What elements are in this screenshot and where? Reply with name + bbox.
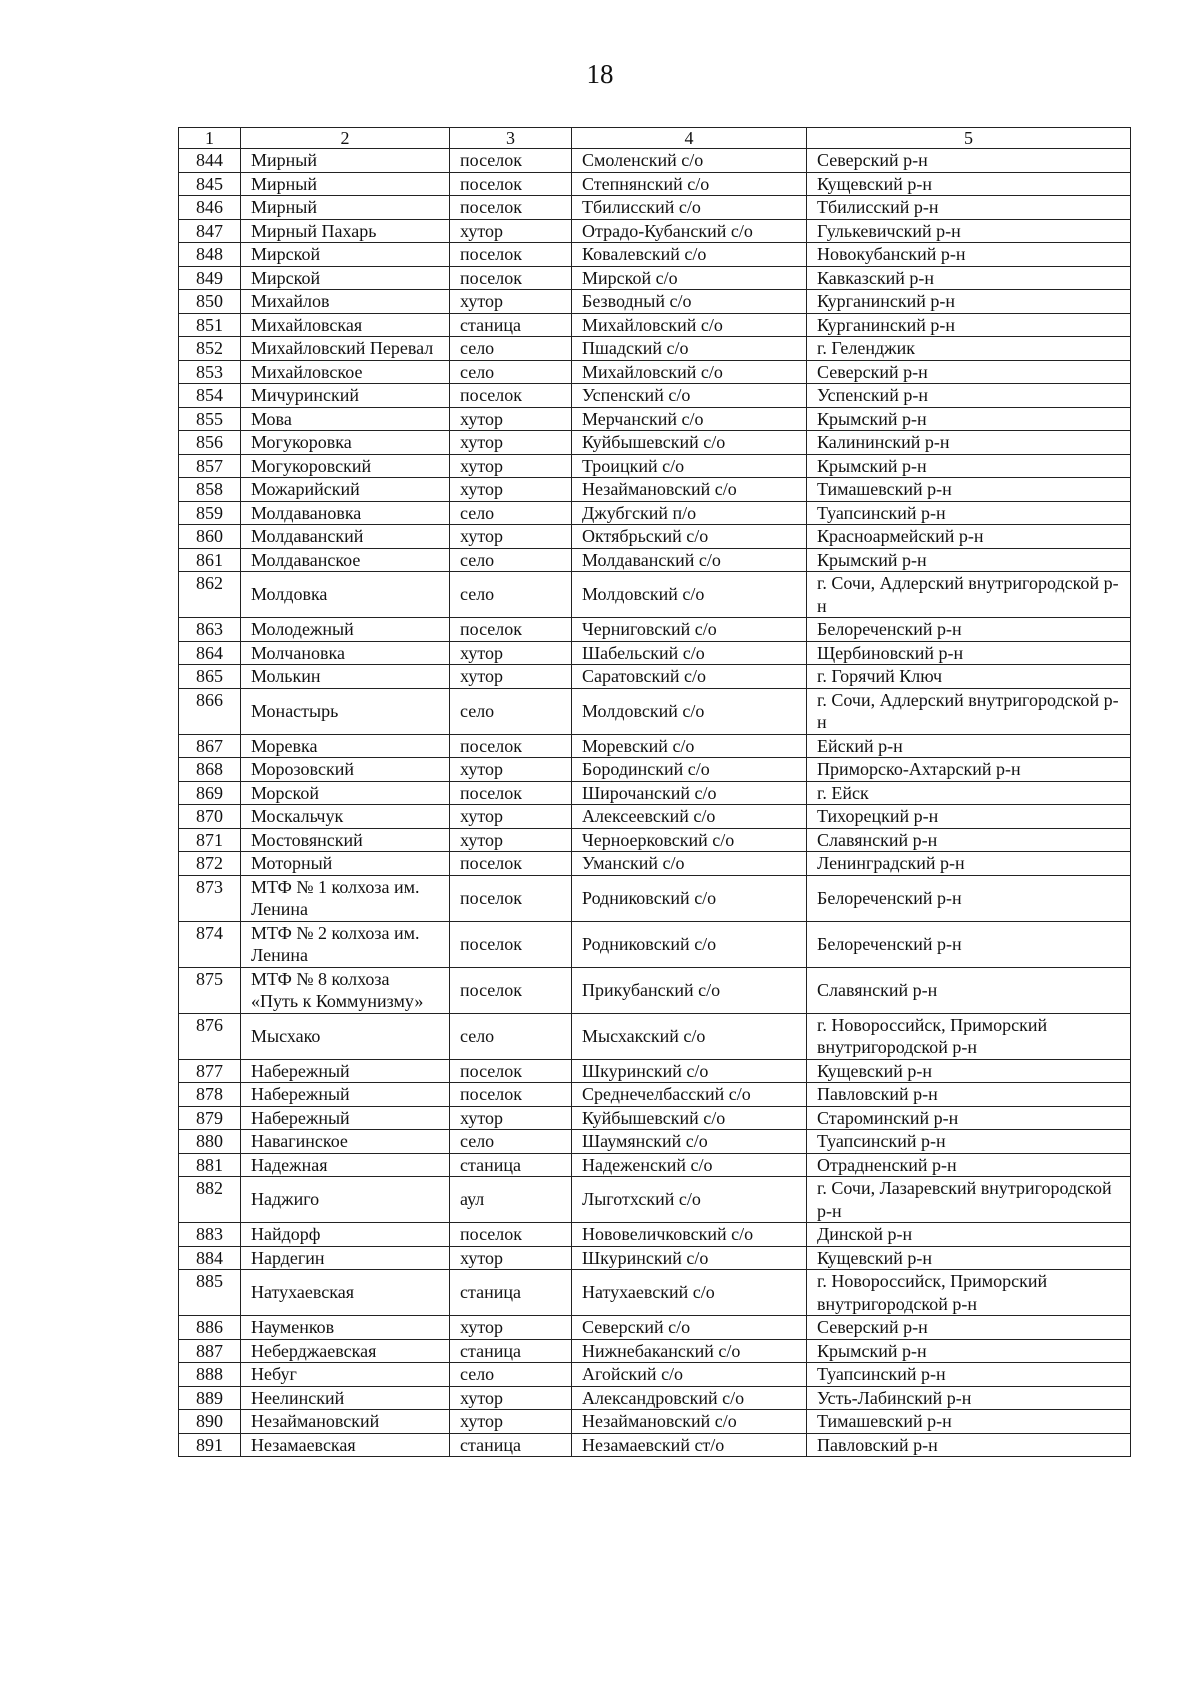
row-number-cell: 855 (179, 407, 241, 431)
rural-district-cell: Саратовский с/о (572, 665, 807, 689)
row-number-cell: 873 (179, 875, 241, 921)
municipal-district-cell: Тимашевский р-н (807, 1410, 1131, 1434)
column-header-1: 1 (179, 128, 241, 149)
settlement-type-cell: хутор (450, 1106, 572, 1130)
table-row (179, 548, 1131, 572)
settlement-name-cell: Мова (241, 407, 450, 431)
row-number-cell: 845 (179, 172, 241, 196)
rural-district-cell: Шкуринский с/о (572, 1059, 807, 1083)
settlement-name-cell: Молдаванский (241, 525, 450, 549)
settlement-name-cell: Моторный (241, 852, 450, 876)
table-row (179, 1270, 1131, 1316)
table-row (179, 290, 1131, 314)
settlement-type-cell: поселок (450, 852, 572, 876)
settlement-name-cell: Мирный (241, 196, 450, 220)
municipal-district-cell: Кущевский р-н (807, 1059, 1131, 1083)
settlement-type-cell: станица (450, 1153, 572, 1177)
rural-district-cell: Тбилисский с/о (572, 196, 807, 220)
table-row (179, 219, 1131, 243)
rural-district-cell: Молдовский с/о (572, 688, 807, 734)
settlement-type-cell: станица (450, 1433, 572, 1457)
table-row (179, 337, 1131, 361)
row-number-cell: 888 (179, 1363, 241, 1387)
row-number-cell: 857 (179, 454, 241, 478)
settlement-type-cell: хутор (450, 665, 572, 689)
municipal-district-cell: Калининский р-н (807, 431, 1131, 455)
row-number-cell: 846 (179, 196, 241, 220)
settlement-name-cell: Михайловская (241, 313, 450, 337)
municipal-district-cell: Динской р-н (807, 1223, 1131, 1247)
table-row (179, 781, 1131, 805)
row-number-cell: 880 (179, 1130, 241, 1154)
row-number-cell: 889 (179, 1386, 241, 1410)
table-row (179, 805, 1131, 829)
rural-district-cell: Незаймановский с/о (572, 1410, 807, 1434)
municipal-district-cell: Туапсинский р-н (807, 1130, 1131, 1154)
rural-district-cell: Черниговский с/о (572, 618, 807, 642)
row-number-cell: 861 (179, 548, 241, 572)
row-number-cell: 844 (179, 149, 241, 173)
table-row (179, 454, 1131, 478)
row-number-cell: 868 (179, 758, 241, 782)
rural-district-cell: Моревский с/о (572, 734, 807, 758)
row-number-cell: 883 (179, 1223, 241, 1247)
table-row (179, 313, 1131, 337)
rural-district-cell: Михайловский с/о (572, 360, 807, 384)
table-body (179, 149, 1131, 1457)
municipal-district-cell: г. Сочи, Адлерский внутригородской р-н (807, 688, 1131, 734)
rural-district-cell: Лыготхский с/о (572, 1177, 807, 1223)
settlement-name-cell: Михайловское (241, 360, 450, 384)
row-number-cell: 874 (179, 921, 241, 967)
rural-district-cell: Черноерковский с/о (572, 828, 807, 852)
settlement-type-cell: село (450, 337, 572, 361)
rural-district-cell: Бородинский с/о (572, 758, 807, 782)
row-number-cell: 881 (179, 1153, 241, 1177)
row-number-cell: 885 (179, 1270, 241, 1316)
row-number-cell: 862 (179, 572, 241, 618)
rural-district-cell: Степнянский с/о (572, 172, 807, 196)
municipal-district-cell: Щербиновский р-н (807, 641, 1131, 665)
rural-district-cell: Молдовский с/о (572, 572, 807, 618)
row-number-cell: 872 (179, 852, 241, 876)
row-number-cell: 850 (179, 290, 241, 314)
row-number-cell: 860 (179, 525, 241, 549)
rural-district-cell: Михайловский с/о (572, 313, 807, 337)
rural-district-cell: Родниковский с/о (572, 875, 807, 921)
settlement-type-cell: хутор (450, 758, 572, 782)
table-row (179, 360, 1131, 384)
table-row (179, 921, 1131, 967)
settlement-type-cell: хутор (450, 525, 572, 549)
rural-district-cell: Мерчанский с/о (572, 407, 807, 431)
settlement-name-cell: Набережный (241, 1059, 450, 1083)
rural-district-cell: Октябрьский с/о (572, 525, 807, 549)
settlement-name-cell: Навагинское (241, 1130, 450, 1154)
settlement-type-cell: хутор (450, 219, 572, 243)
row-number-cell: 879 (179, 1106, 241, 1130)
row-number-cell: 867 (179, 734, 241, 758)
table-row (179, 1013, 1131, 1059)
settlement-type-cell: село (450, 1130, 572, 1154)
settlement-name-cell: Мирный (241, 149, 450, 173)
settlement-type-cell: село (450, 548, 572, 572)
municipal-district-cell: Славянский р-н (807, 828, 1131, 852)
row-number-cell: 863 (179, 618, 241, 642)
municipal-district-cell: Курганинский р-н (807, 313, 1131, 337)
municipal-district-cell: Кущевский р-н (807, 172, 1131, 196)
table-header (179, 128, 1131, 149)
settlement-name-cell: Мирской (241, 266, 450, 290)
settlement-type-cell: поселок (450, 734, 572, 758)
row-number-cell: 884 (179, 1246, 241, 1270)
table-row (179, 967, 1131, 1013)
municipal-district-cell: Туапсинский р-н (807, 501, 1131, 525)
settlement-name-cell: Найдорф (241, 1223, 450, 1247)
settlement-type-cell: поселок (450, 781, 572, 805)
settlement-type-cell: хутор (450, 290, 572, 314)
settlement-name-cell: Мысхако (241, 1013, 450, 1059)
table-row (179, 852, 1131, 876)
row-number-cell: 864 (179, 641, 241, 665)
settlement-name-cell: Молькин (241, 665, 450, 689)
rural-district-cell: Северский с/о (572, 1316, 807, 1340)
municipal-district-cell: г. Новороссийск, Приморский внутригородской р-н (807, 1270, 1131, 1316)
table-row (179, 828, 1131, 852)
municipal-district-cell: Павловский р-н (807, 1433, 1131, 1457)
table-row (179, 688, 1131, 734)
municipal-district-cell: Новокубанский р-н (807, 243, 1131, 267)
rural-district-cell: Алексеевский с/о (572, 805, 807, 829)
settlement-type-cell: село (450, 360, 572, 384)
settlement-type-cell: село (450, 1013, 572, 1059)
rural-district-cell: Смоленский с/о (572, 149, 807, 173)
rural-district-cell: Шаумянский с/о (572, 1130, 807, 1154)
table-row (179, 618, 1131, 642)
row-number-cell: 859 (179, 501, 241, 525)
row-number-cell: 849 (179, 266, 241, 290)
municipal-district-cell: г. Ейск (807, 781, 1131, 805)
row-number-cell: 890 (179, 1410, 241, 1434)
municipal-district-cell: Красноармейский р-н (807, 525, 1131, 549)
rural-district-cell: Нововеличковский с/о (572, 1223, 807, 1247)
table-row (179, 875, 1131, 921)
settlement-name-cell: Незамаевская (241, 1433, 450, 1457)
table-row (179, 1130, 1131, 1154)
table-row (179, 734, 1131, 758)
row-number-cell: 866 (179, 688, 241, 734)
table-row (179, 149, 1131, 173)
settlement-type-cell: поселок (450, 1083, 572, 1107)
table-row (179, 1223, 1131, 1247)
settlement-name-cell: Можарийский (241, 478, 450, 502)
rural-district-cell: Натухаевский с/о (572, 1270, 807, 1316)
table-row (179, 1339, 1131, 1363)
settlement-type-cell: станица (450, 1339, 572, 1363)
settlement-name-cell: Незаймановский (241, 1410, 450, 1434)
row-number-cell: 877 (179, 1059, 241, 1083)
column-header-3: 3 (450, 128, 572, 149)
settlement-name-cell: Мирный Пахарь (241, 219, 450, 243)
rural-district-cell: Безводный с/о (572, 290, 807, 314)
settlement-type-cell: станица (450, 313, 572, 337)
settlement-name-cell: Молдавановка (241, 501, 450, 525)
table-row (179, 172, 1131, 196)
column-header-4: 4 (572, 128, 807, 149)
settlement-type-cell: хутор (450, 828, 572, 852)
municipal-district-cell: Староминский р-н (807, 1106, 1131, 1130)
page-number: 18 (586, 59, 614, 89)
rural-district-cell: Шкуринский с/о (572, 1246, 807, 1270)
municipal-district-cell: Гулькевичский р-н (807, 219, 1131, 243)
settlement-type-cell: поселок (450, 875, 572, 921)
settlement-name-cell: Молдовка (241, 572, 450, 618)
rural-district-cell: Широчанский с/о (572, 781, 807, 805)
row-number-cell: 856 (179, 431, 241, 455)
municipal-district-cell: Северский р-н (807, 360, 1131, 384)
rural-district-cell: Надеженский с/о (572, 1153, 807, 1177)
municipal-district-cell: Курганинский р-н (807, 290, 1131, 314)
table-row (179, 1316, 1131, 1340)
settlement-type-cell: поселок (450, 149, 572, 173)
row-number-cell: 869 (179, 781, 241, 805)
settlement-name-cell: Михайлов (241, 290, 450, 314)
settlement-name-cell: Москальчук (241, 805, 450, 829)
municipal-district-cell: Кавказский р-н (807, 266, 1131, 290)
rural-district-cell: Прикубанский с/о (572, 967, 807, 1013)
municipal-district-cell: Ейский р-н (807, 734, 1131, 758)
header-row (179, 128, 1131, 149)
settlement-type-cell: поселок (450, 172, 572, 196)
table-row (179, 243, 1131, 267)
settlement-name-cell: Моревка (241, 734, 450, 758)
settlement-type-cell: село (450, 572, 572, 618)
settlement-name-cell: Морозовский (241, 758, 450, 782)
municipal-district-cell: Павловский р-н (807, 1083, 1131, 1107)
row-number-cell: 852 (179, 337, 241, 361)
table-row (179, 525, 1131, 549)
row-number-cell: 875 (179, 967, 241, 1013)
settlement-type-cell: поселок (450, 1223, 572, 1247)
table-row (179, 407, 1131, 431)
table-row (179, 1083, 1131, 1107)
settlement-type-cell: село (450, 1363, 572, 1387)
municipal-district-cell: Белореченский р-н (807, 618, 1131, 642)
table-row (179, 501, 1131, 525)
settlement-type-cell: хутор (450, 641, 572, 665)
row-number-cell: 848 (179, 243, 241, 267)
table-row (179, 1386, 1131, 1410)
settlement-name-cell: Натухаевская (241, 1270, 450, 1316)
municipal-district-cell: Кущевский р-н (807, 1246, 1131, 1270)
settlement-type-cell: поселок (450, 266, 572, 290)
settlement-name-cell: Мирный (241, 172, 450, 196)
municipal-district-cell: Славянский р-н (807, 967, 1131, 1013)
settlement-type-cell: станица (450, 1270, 572, 1316)
rural-district-cell: Джубгский п/о (572, 501, 807, 525)
settlement-type-cell: хутор (450, 407, 572, 431)
settlement-name-cell: МТФ № 1 колхоза им. Ленина (241, 875, 450, 921)
municipal-district-cell: Крымский р-н (807, 407, 1131, 431)
row-number-cell: 871 (179, 828, 241, 852)
settlement-type-cell: хутор (450, 478, 572, 502)
settlement-name-cell: МТФ № 2 колхоза им. Ленина (241, 921, 450, 967)
settlement-type-cell: хутор (450, 1246, 572, 1270)
table-row (179, 1246, 1131, 1270)
table-row (179, 1059, 1131, 1083)
row-number-cell: 854 (179, 384, 241, 408)
column-header-5: 5 (807, 128, 1131, 149)
municipal-district-cell: г. Сочи, Адлерский внутригородской р-н (807, 572, 1131, 618)
settlement-type-cell: хутор (450, 1410, 572, 1434)
row-number-cell: 886 (179, 1316, 241, 1340)
rural-district-cell: Незаймановский с/о (572, 478, 807, 502)
settlement-name-cell: Неелинский (241, 1386, 450, 1410)
row-number-cell: 858 (179, 478, 241, 502)
municipal-district-cell: Крымский р-н (807, 548, 1131, 572)
table-row (179, 641, 1131, 665)
table-row (179, 266, 1131, 290)
settlement-name-cell: Набережный (241, 1083, 450, 1107)
rural-district-cell: Ковалевский с/о (572, 243, 807, 267)
table-row (179, 758, 1131, 782)
settlement-type-cell: хутор (450, 1386, 572, 1410)
table-row (179, 665, 1131, 689)
municipal-district-cell: Ленинградский р-н (807, 852, 1131, 876)
table-row (179, 196, 1131, 220)
rural-district-cell: Пшадский с/о (572, 337, 807, 361)
settlement-name-cell: Молчановка (241, 641, 450, 665)
row-number-cell: 870 (179, 805, 241, 829)
municipal-district-cell: г. Новороссийск, Приморский внутригородской р-н (807, 1013, 1131, 1059)
municipal-district-cell: Усть-Лабинский р-н (807, 1386, 1131, 1410)
row-number-cell: 878 (179, 1083, 241, 1107)
row-number-cell: 847 (179, 219, 241, 243)
table-row (179, 1363, 1131, 1387)
settlement-name-cell: Набережный (241, 1106, 450, 1130)
row-number-cell: 882 (179, 1177, 241, 1223)
settlement-name-cell: МТФ № 8 колхоза «Путь к Коммунизму» (241, 967, 450, 1013)
municipal-district-cell: г. Горячий Ключ (807, 665, 1131, 689)
rural-district-cell: Мирской с/о (572, 266, 807, 290)
row-number-cell: 853 (179, 360, 241, 384)
settlement-name-cell: Надежная (241, 1153, 450, 1177)
table-row (179, 572, 1131, 618)
municipal-district-cell: Крымский р-н (807, 454, 1131, 478)
municipal-district-cell: Отрадненский р-н (807, 1153, 1131, 1177)
table-row (179, 384, 1131, 408)
settlement-name-cell: Мостовянский (241, 828, 450, 852)
settlement-type-cell: поселок (450, 618, 572, 642)
settlement-name-cell: Монастырь (241, 688, 450, 734)
settlement-type-cell: хутор (450, 454, 572, 478)
rural-district-cell: Успенский с/о (572, 384, 807, 408)
municipal-district-cell: Туапсинский р-н (807, 1363, 1131, 1387)
rural-district-cell: Куйбышевский с/о (572, 1106, 807, 1130)
municipal-district-cell: Успенский р-н (807, 384, 1131, 408)
municipal-district-cell: Северский р-н (807, 149, 1131, 173)
settlement-name-cell: Наджиго (241, 1177, 450, 1223)
municipal-district-cell: Тихорецкий р-н (807, 805, 1131, 829)
municipal-district-cell: Приморско-Ахтарский р-н (807, 758, 1131, 782)
settlement-name-cell: Молодежный (241, 618, 450, 642)
municipal-district-cell: г. Геленджик (807, 337, 1131, 361)
settlement-name-cell: Неберджаевская (241, 1339, 450, 1363)
settlement-name-cell: Небуг (241, 1363, 450, 1387)
rural-district-cell: Незамаевский ст/о (572, 1433, 807, 1457)
settlements-table (178, 127, 1131, 1457)
settlement-type-cell: хутор (450, 805, 572, 829)
row-number-cell: 887 (179, 1339, 241, 1363)
settlement-name-cell: Морской (241, 781, 450, 805)
rural-district-cell: Александровский с/о (572, 1386, 807, 1410)
settlement-type-cell: хутор (450, 431, 572, 455)
row-number-cell: 891 (179, 1433, 241, 1457)
settlement-name-cell: Молдаванское (241, 548, 450, 572)
settlement-type-cell: аул (450, 1177, 572, 1223)
rural-district-cell: Троицкий с/о (572, 454, 807, 478)
settlement-name-cell: Мирской (241, 243, 450, 267)
rural-district-cell: Нижнебаканский с/о (572, 1339, 807, 1363)
settlement-type-cell: поселок (450, 921, 572, 967)
settlement-name-cell: Могукоровка (241, 431, 450, 455)
table-row (179, 1106, 1131, 1130)
rural-district-cell: Молдаванский с/о (572, 548, 807, 572)
rural-district-cell: Отрадо-Кубанский с/о (572, 219, 807, 243)
settlement-name-cell: Науменков (241, 1316, 450, 1340)
settlement-type-cell: село (450, 501, 572, 525)
municipal-district-cell: Белореченский р-н (807, 875, 1131, 921)
table-row (179, 1177, 1131, 1223)
settlement-type-cell: поселок (450, 384, 572, 408)
table-row (179, 1153, 1131, 1177)
municipal-district-cell: Северский р-н (807, 1316, 1131, 1340)
row-number-cell: 865 (179, 665, 241, 689)
row-number-cell: 851 (179, 313, 241, 337)
row-number-cell: 876 (179, 1013, 241, 1059)
column-header-2: 2 (241, 128, 450, 149)
municipal-district-cell: Белореченский р-н (807, 921, 1131, 967)
municipal-district-cell: Тбилисский р-н (807, 196, 1131, 220)
settlement-type-cell: поселок (450, 196, 572, 220)
table-row (179, 1410, 1131, 1434)
settlement-name-cell: Могукоровский (241, 454, 450, 478)
settlement-name-cell: Михайловский Перевал (241, 337, 450, 361)
rural-district-cell: Родниковский с/о (572, 921, 807, 967)
table-row (179, 478, 1131, 502)
municipal-district-cell: г. Сочи, Лазаревский внутригородской р-н (807, 1177, 1131, 1223)
rural-district-cell: Мысхакский с/о (572, 1013, 807, 1059)
settlement-type-cell: поселок (450, 967, 572, 1013)
municipal-district-cell: Крымский р-н (807, 1339, 1131, 1363)
table-row (179, 1433, 1131, 1457)
table-row (179, 431, 1131, 455)
rural-district-cell: Среднечелбасский с/о (572, 1083, 807, 1107)
settlement-name-cell: Мичуринский (241, 384, 450, 408)
rural-district-cell: Уманский с/о (572, 852, 807, 876)
settlement-type-cell: поселок (450, 243, 572, 267)
rural-district-cell: Шабельский с/о (572, 641, 807, 665)
settlement-type-cell: хутор (450, 1316, 572, 1340)
settlement-type-cell: село (450, 688, 572, 734)
settlement-type-cell: поселок (450, 1059, 572, 1083)
settlement-name-cell: Нардегин (241, 1246, 450, 1270)
rural-district-cell: Куйбышевский с/о (572, 431, 807, 455)
municipal-district-cell: Тимашевский р-н (807, 478, 1131, 502)
rural-district-cell: Агойский с/о (572, 1363, 807, 1387)
